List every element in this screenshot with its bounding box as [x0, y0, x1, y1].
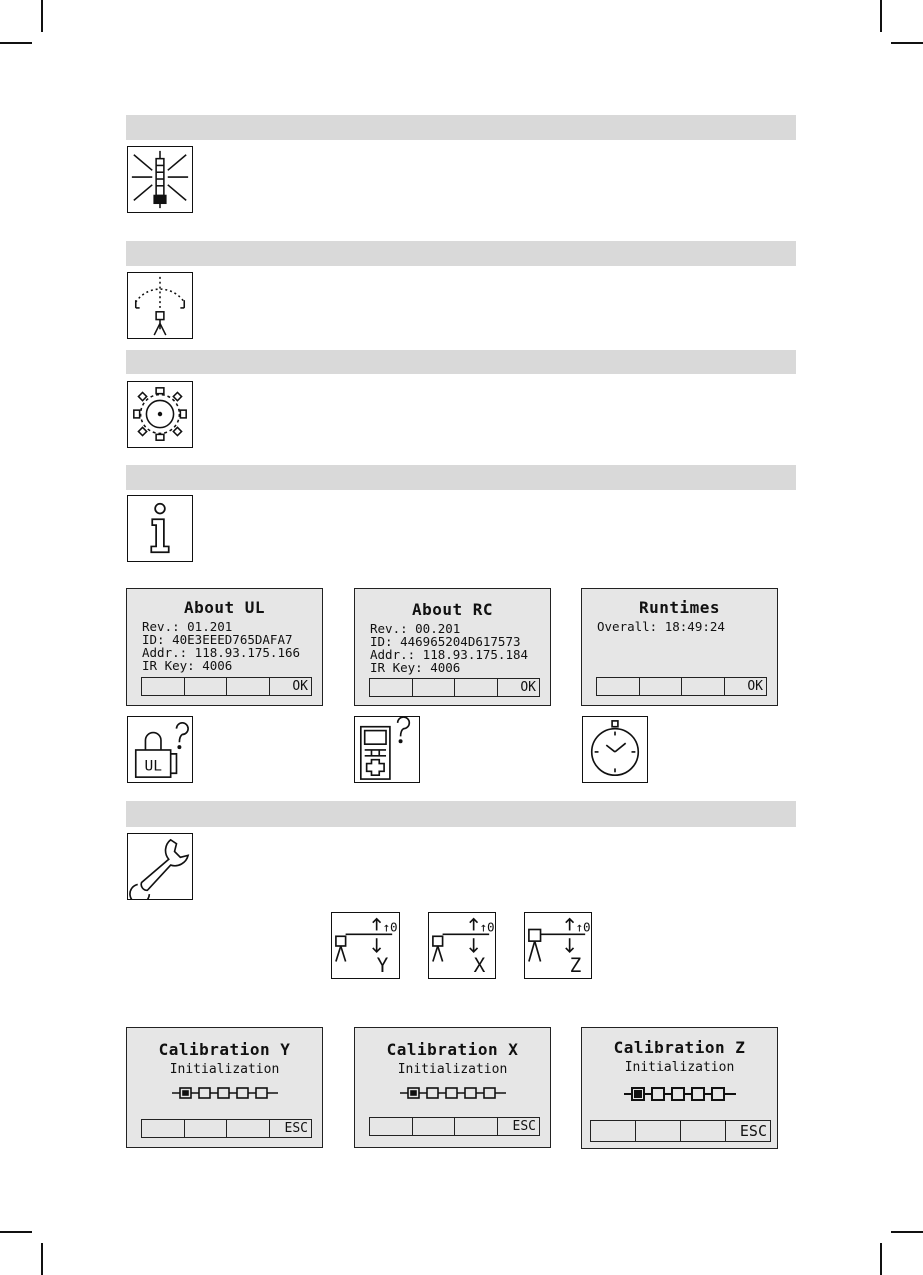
softkey-bar	[369, 1117, 540, 1136]
status-text: Initialization	[169, 1062, 280, 1077]
softkey-bar	[369, 678, 540, 697]
calibration-z-screen	[581, 1027, 778, 1149]
esc-softkey[interactable]: ESC	[512, 1119, 536, 1134]
crop-mark	[41, 0, 43, 32]
crop-mark	[880, 0, 882, 32]
crop-mark	[891, 1231, 923, 1233]
ul-text: UL	[144, 758, 162, 775]
zero-label: ↑0	[575, 919, 591, 935]
crop-mark	[0, 42, 32, 44]
softkey[interactable]	[370, 679, 413, 696]
crop-mark	[880, 1243, 882, 1275]
softkey[interactable]	[597, 678, 640, 695]
esc-softkey[interactable]: ESC	[739, 1122, 767, 1140]
softkey-bar	[141, 677, 312, 696]
section-bar	[126, 241, 796, 266]
ok-softkey[interactable]: OK	[292, 679, 308, 694]
screen-title: About RC	[411, 600, 494, 619]
about-ul-screen	[126, 588, 323, 706]
addr-text: Addr.: 118.93.175.184	[370, 647, 529, 662]
softkey[interactable]	[142, 678, 185, 695]
softkey[interactable]	[681, 1121, 726, 1141]
zero-label: ↑0	[382, 919, 398, 935]
zero-label: ↑0	[479, 919, 495, 935]
crop-mark	[891, 42, 923, 44]
softkey[interactable]	[591, 1121, 636, 1141]
esc-softkey[interactable]: ESC	[284, 1121, 308, 1136]
runtimes-screen	[581, 588, 778, 706]
id-text: ID: 446965204D617573	[370, 634, 521, 649]
softkey[interactable]	[227, 1120, 270, 1137]
axis-label: Y	[376, 954, 389, 978]
calibration-y-screen	[126, 1027, 323, 1148]
progress-chain	[127, 1086, 322, 1100]
section-bar	[126, 115, 796, 140]
screen-title: About UL	[183, 598, 266, 617]
softkey-bar	[141, 1119, 312, 1138]
softkey[interactable]	[455, 1118, 498, 1135]
softkey-bar	[590, 1120, 771, 1142]
softkey-bar	[596, 677, 767, 696]
status-text: Initialization	[397, 1062, 508, 1077]
progress-chain	[355, 1086, 550, 1100]
softkey[interactable]	[413, 679, 456, 696]
ok-softkey[interactable]: OK	[520, 680, 536, 695]
laser-beam-icon	[127, 146, 193, 213]
softkey[interactable]	[640, 678, 683, 695]
ok-softkey[interactable]: OK	[747, 679, 763, 694]
screen-title: Calibration Y	[158, 1040, 291, 1059]
section-bar	[126, 465, 796, 490]
wrench-icon	[127, 833, 193, 900]
id-text: ID: 40E3EEED765DAFA7	[142, 632, 293, 647]
softkey[interactable]	[413, 1118, 456, 1135]
softkey[interactable]	[370, 1118, 413, 1135]
screen-title: Calibration Z	[613, 1038, 746, 1057]
irkey-text: IR Key: 4006	[142, 658, 233, 673]
stopwatch-icon	[582, 716, 648, 783]
softkey[interactable]	[142, 1120, 185, 1137]
softkey[interactable]	[455, 679, 498, 696]
calibration-x-icon	[428, 912, 496, 979]
rev-text: Rev.: 00.201	[370, 621, 461, 636]
crop-mark	[41, 1243, 43, 1275]
softkey[interactable]	[227, 678, 270, 695]
status-text: Initialization	[624, 1060, 735, 1075]
section-bar	[126, 801, 796, 827]
screen-title: Runtimes	[638, 598, 721, 617]
rc-info-icon	[354, 716, 420, 783]
progress-chain	[582, 1086, 777, 1102]
irkey-text: IR Key: 4006	[370, 660, 461, 675]
plumb-arc-icon	[127, 272, 193, 339]
rev-text: Rev.: 01.201	[142, 619, 233, 634]
section-bar	[126, 350, 796, 374]
screen-title: Calibration X	[386, 1040, 519, 1059]
crop-mark	[0, 1231, 32, 1233]
overall-text: Overall: 18:49:24	[597, 619, 725, 634]
addr-text: Addr.: 118.93.175.166	[142, 645, 301, 660]
calibration-y-icon	[331, 912, 400, 979]
settings-gear-icon	[127, 381, 193, 448]
axis-label: Z	[569, 954, 582, 978]
ul-info-icon	[127, 716, 193, 783]
softkey[interactable]	[185, 678, 228, 695]
about-rc-screen	[354, 588, 551, 706]
calibration-x-screen	[354, 1027, 551, 1148]
axis-label: X	[473, 954, 486, 978]
info-icon	[127, 495, 193, 562]
softkey[interactable]	[185, 1120, 228, 1137]
calibration-z-icon	[524, 912, 592, 979]
softkey[interactable]	[682, 678, 725, 695]
softkey[interactable]	[636, 1121, 681, 1141]
